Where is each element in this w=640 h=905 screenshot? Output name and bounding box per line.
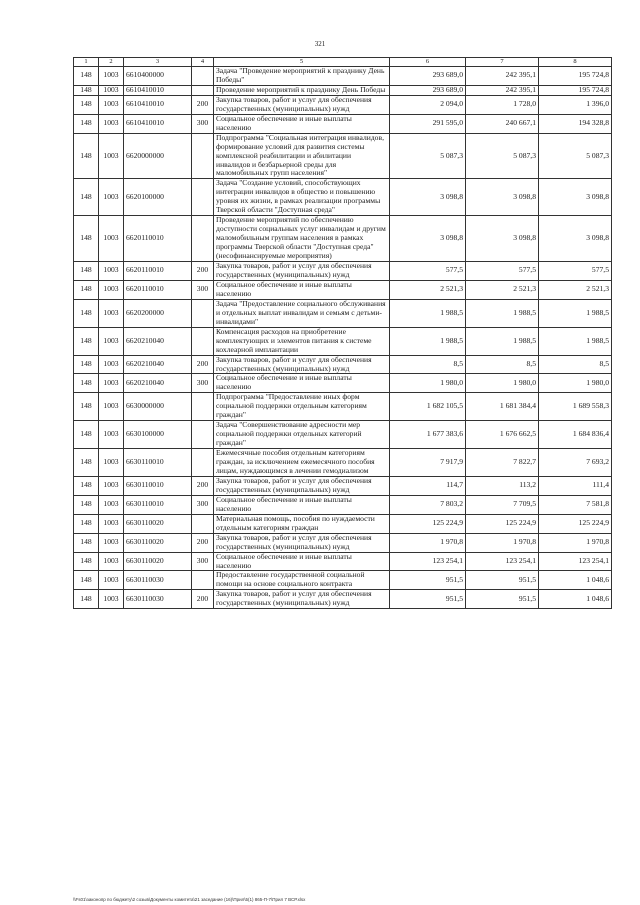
- cell-section: 1003: [99, 355, 124, 374]
- cell-section: 1003: [99, 495, 124, 514]
- cell-target-article: 6610410010: [124, 114, 192, 133]
- cell-target-article: 6620200000: [124, 299, 192, 327]
- cell-target-article: 6630100000: [124, 421, 192, 449]
- cell-ministry: 148: [74, 114, 99, 133]
- table-row: [74, 590, 612, 609]
- cell-amount-col6: 7 803,2: [390, 495, 466, 514]
- cell-target-article: 6620000000: [124, 133, 192, 179]
- cell-target-article: 6620210040: [124, 374, 192, 393]
- cell-ministry: 148: [74, 133, 99, 179]
- cell-amount-col8: 194 328,8: [539, 114, 612, 133]
- cell-expense-type: [192, 133, 214, 179]
- cell-target-article: 6620110010: [124, 262, 192, 281]
- cell-ministry: 148: [74, 179, 99, 216]
- table-row: [74, 67, 612, 86]
- table-header: [74, 58, 612, 67]
- page-number: 321: [314, 40, 326, 48]
- cell-expense-type: [192, 85, 214, 95]
- cell-amount-col7: 1 676 662,5: [466, 421, 539, 449]
- cell-amount-col6: 1 677 383,6: [390, 421, 466, 449]
- cell-amount-col8: 1 048,6: [539, 571, 612, 590]
- cell-description: Материальная помощь, пособия по нуждаемости отдельным категориям граждан: [214, 514, 390, 533]
- cell-amount-col6: 577,5: [390, 262, 466, 281]
- cell-amount-col7: 951,5: [466, 590, 539, 609]
- cell-section: 1003: [99, 514, 124, 533]
- table-row: [74, 95, 612, 114]
- table-row: [74, 179, 612, 216]
- cell-expense-type: 200: [192, 355, 214, 374]
- cell-target-article: 6620210040: [124, 327, 192, 355]
- table-row: [74, 571, 612, 590]
- cell-description: Социальное обеспечение и иные выплаты населению: [214, 114, 390, 133]
- cell-amount-col8: 123 254,1: [539, 552, 612, 571]
- cell-amount-col6: 951,5: [390, 590, 466, 609]
- cell-target-article: 6610410010: [124, 85, 192, 95]
- cell-ministry: 148: [74, 571, 99, 590]
- cell-description: Предоставление государственной социальной помощи на основе социального контракта: [214, 571, 390, 590]
- cell-description: Закупка товаров, работ и услуг для обеспечения государственных (муниципальных) нужд: [214, 476, 390, 495]
- cell-amount-col7: 951,5: [466, 571, 539, 590]
- cell-amount-col7: 113,2: [466, 476, 539, 495]
- cell-amount-col6: 293 689,0: [390, 67, 466, 86]
- cell-amount-col8: 8,5: [539, 355, 612, 374]
- header-cell-8: 8: [539, 58, 612, 67]
- cell-target-article: 6620110010: [124, 280, 192, 299]
- cell-target-article: 6630110030: [124, 590, 192, 609]
- cell-ministry: 148: [74, 262, 99, 281]
- cell-expense-type: 300: [192, 280, 214, 299]
- table-body: [74, 67, 612, 609]
- cell-amount-col7: 242 395,1: [466, 67, 539, 86]
- cell-ministry: 148: [74, 95, 99, 114]
- cell-description: Ежемесячные пособия отдельным категориям граждан, за исключением ежемесячного пособия лицам, нуждающимся в лечении гемодиализом: [214, 449, 390, 477]
- cell-amount-col7: 1 681 384,4: [466, 393, 539, 421]
- cell-amount-col8: 1 689 558,3: [539, 393, 612, 421]
- cell-description: Задача "Предоставление социального обслуживания и отдельных выплат инвалидам и семьям с детьми-инвалидами": [214, 299, 390, 327]
- cell-description: Подпрограмма "Социальная интеграция инвалидов, формирование условий для развития системы комплексной реабилитации и абилитации инвалидов и безбарьерной среды для маломобильных групп населения": [214, 133, 390, 179]
- table-row: [74, 552, 612, 571]
- cell-expense-type: 200: [192, 476, 214, 495]
- table-row: [74, 476, 612, 495]
- header-cell-7: 7: [466, 58, 539, 67]
- cell-description: Задача "Совершенствование адресности мер социальной поддержки отдельных категорий граждан": [214, 421, 390, 449]
- cell-amount-col8: 577,5: [539, 262, 612, 281]
- cell-amount-col8: 7 581,8: [539, 495, 612, 514]
- cell-amount-col8: 1 988,5: [539, 299, 612, 327]
- cell-target-article: 6630110020: [124, 552, 192, 571]
- header-cell-2: 2: [99, 58, 124, 67]
- cell-expense-type: [192, 449, 214, 477]
- cell-amount-col8: 1 988,5: [539, 327, 612, 355]
- cell-amount-col6: 123 254,1: [390, 552, 466, 571]
- cell-amount-col7: 7 822,7: [466, 449, 539, 477]
- cell-amount-col7: 1 728,0: [466, 95, 539, 114]
- cell-section: 1003: [99, 374, 124, 393]
- cell-amount-col6: 1 970,8: [390, 533, 466, 552]
- cell-target-article: 6620100000: [124, 179, 192, 216]
- cell-amount-col8: 5 087,3: [539, 133, 612, 179]
- cell-description: Задача "Создание условий, способствующих интеграции инвалидов в общество и повышению уровня их жизни, в рамках реализации программы Тверской области "Доступная среда": [214, 179, 390, 216]
- header-cell-4: 4: [192, 58, 214, 67]
- cell-target-article: 6630110020: [124, 533, 192, 552]
- cell-description: Проведение мероприятий по обеспечению доступности социальных услуг инвалидам и другим маломобильным группам населения в рамках программы Тверской области "Доступная среда" (несофинансируемые мероприятия): [214, 216, 390, 262]
- cell-description: Подпрограмма "Предоставление иных форм социальной поддержки отдельным категориям граждан": [214, 393, 390, 421]
- cell-section: 1003: [99, 299, 124, 327]
- cell-amount-col6: 114,7: [390, 476, 466, 495]
- cell-amount-col7: 3 098,8: [466, 216, 539, 262]
- cell-amount-col6: 1 988,5: [390, 299, 466, 327]
- budget-table: [73, 57, 612, 609]
- cell-amount-col6: 125 224,9: [390, 514, 466, 533]
- table-row: [74, 280, 612, 299]
- cell-ministry: 148: [74, 67, 99, 86]
- cell-target-article: 6620110010: [124, 216, 192, 262]
- cell-ministry: 148: [74, 393, 99, 421]
- cell-ministry: 148: [74, 514, 99, 533]
- cell-amount-col7: 1 970,8: [466, 533, 539, 552]
- table-row: [74, 262, 612, 281]
- cell-amount-col7: 5 087,3: [466, 133, 539, 179]
- cell-section: 1003: [99, 114, 124, 133]
- header-cell-6: 6: [390, 58, 466, 67]
- cell-amount-col6: 2 094,0: [390, 95, 466, 114]
- cell-amount-col8: 2 521,3: [539, 280, 612, 299]
- cell-expense-type: 200: [192, 262, 214, 281]
- cell-amount-col8: 125 224,9: [539, 514, 612, 533]
- cell-description: Социальное обеспечение и иные выплаты населению: [214, 552, 390, 571]
- cell-ministry: 148: [74, 216, 99, 262]
- cell-target-article: 6610400000: [124, 67, 192, 86]
- cell-amount-col7: 1 980,0: [466, 374, 539, 393]
- cell-amount-col8: 3 098,8: [539, 179, 612, 216]
- cell-ministry: 148: [74, 495, 99, 514]
- table-row: [74, 299, 612, 327]
- cell-ministry: 148: [74, 355, 99, 374]
- cell-ministry: 148: [74, 476, 99, 495]
- cell-amount-col7: 8,5: [466, 355, 539, 374]
- cell-target-article: 6630000000: [124, 393, 192, 421]
- table-row: [74, 374, 612, 393]
- cell-expense-type: [192, 571, 214, 590]
- cell-section: 1003: [99, 590, 124, 609]
- cell-description: Закупка товаров, работ и услуг для обеспечения государственных (муниципальных) нужд: [214, 95, 390, 114]
- cell-amount-col6: 1 980,0: [390, 374, 466, 393]
- cell-expense-type: 200: [192, 533, 214, 552]
- cell-section: 1003: [99, 85, 124, 95]
- cell-section: 1003: [99, 421, 124, 449]
- cell-amount-col7: 1 988,5: [466, 299, 539, 327]
- cell-section: 1003: [99, 95, 124, 114]
- header-cell-3: 3: [124, 58, 192, 67]
- cell-amount-col7: 577,5: [466, 262, 539, 281]
- table-row: [74, 133, 612, 179]
- cell-section: 1003: [99, 262, 124, 281]
- cell-amount-col8: 7 693,2: [539, 449, 612, 477]
- cell-amount-col6: 291 595,0: [390, 114, 466, 133]
- cell-section: 1003: [99, 327, 124, 355]
- cell-expense-type: 200: [192, 590, 214, 609]
- cell-amount-col8: 1 048,6: [539, 590, 612, 609]
- cell-amount-col7: 2 521,3: [466, 280, 539, 299]
- table-row: [74, 393, 612, 421]
- table-row: [74, 533, 612, 552]
- cell-amount-col7: 1 988,5: [466, 327, 539, 355]
- cell-amount-col8: 3 098,8: [539, 216, 612, 262]
- cell-section: 1003: [99, 393, 124, 421]
- cell-section: 1003: [99, 280, 124, 299]
- cell-description: Закупка товаров, работ и услуг для обеспечения государственных (муниципальных) нужд: [214, 355, 390, 374]
- header-row: [74, 58, 612, 67]
- cell-amount-col8: 195 724,8: [539, 67, 612, 86]
- cell-target-article: 6610410010: [124, 95, 192, 114]
- cell-section: 1003: [99, 533, 124, 552]
- header-cell-1: 1: [74, 58, 99, 67]
- cell-section: 1003: [99, 179, 124, 216]
- cell-amount-col6: 3 098,8: [390, 179, 466, 216]
- cell-expense-type: 300: [192, 114, 214, 133]
- file-path-footer: \\Fs01\законопр по бюджету\2 созыв\Документы комитета\21 заседание (16)\Прил\5(1) 865-П-7\Прил 7 ВСР.xlsx: [73, 897, 306, 902]
- cell-expense-type: [192, 216, 214, 262]
- cell-ministry: 148: [74, 552, 99, 571]
- cell-ministry: 148: [74, 449, 99, 477]
- cell-expense-type: 300: [192, 495, 214, 514]
- cell-expense-type: 300: [192, 552, 214, 571]
- cell-description: Социальное обеспечение и иные выплаты населению: [214, 374, 390, 393]
- cell-amount-col7: 242 395,1: [466, 85, 539, 95]
- table-row: [74, 355, 612, 374]
- cell-ministry: 148: [74, 533, 99, 552]
- cell-amount-col7: 125 224,9: [466, 514, 539, 533]
- table-row: [74, 449, 612, 477]
- cell-description: Закупка товаров, работ и услуг для обеспечения государственных (муниципальных) нужд: [214, 533, 390, 552]
- cell-section: 1003: [99, 571, 124, 590]
- cell-amount-col8: 195 724,8: [539, 85, 612, 95]
- cell-expense-type: [192, 421, 214, 449]
- cell-amount-col8: 1 396,0: [539, 95, 612, 114]
- cell-target-article: 6630110010: [124, 449, 192, 477]
- cell-target-article: 6630110010: [124, 495, 192, 514]
- cell-amount-col7: 7 709,5: [466, 495, 539, 514]
- cell-section: 1003: [99, 552, 124, 571]
- cell-description: Закупка товаров, работ и услуг для обеспечения государственных (муниципальных) нужд: [214, 590, 390, 609]
- cell-description: Проведение мероприятий к празднику День Победы: [214, 85, 390, 95]
- table-row: [74, 216, 612, 262]
- cell-amount-col8: 1 970,8: [539, 533, 612, 552]
- cell-ministry: 148: [74, 85, 99, 95]
- cell-section: 1003: [99, 476, 124, 495]
- cell-expense-type: 200: [192, 95, 214, 114]
- cell-target-article: 6630110030: [124, 571, 192, 590]
- cell-amount-col8: 111,4: [539, 476, 612, 495]
- cell-expense-type: [192, 393, 214, 421]
- cell-target-article: 6620210040: [124, 355, 192, 374]
- table-row: [74, 85, 612, 95]
- cell-amount-col6: 951,5: [390, 571, 466, 590]
- cell-description: Компенсация расходов на приобретение комплектующих и элементов питания к системе кохлеарной имплантации: [214, 327, 390, 355]
- table-row: [74, 114, 612, 133]
- cell-amount-col6: 1 682 105,5: [390, 393, 466, 421]
- cell-expense-type: [192, 179, 214, 216]
- cell-expense-type: [192, 327, 214, 355]
- cell-ministry: 148: [74, 421, 99, 449]
- cell-amount-col7: 123 254,1: [466, 552, 539, 571]
- cell-amount-col7: 3 098,8: [466, 179, 539, 216]
- cell-section: 1003: [99, 67, 124, 86]
- cell-amount-col6: 8,5: [390, 355, 466, 374]
- cell-ministry: 148: [74, 374, 99, 393]
- cell-amount-col8: 1 980,0: [539, 374, 612, 393]
- cell-description: Закупка товаров, работ и услуг для обеспечения государственных (муниципальных) нужд: [214, 262, 390, 281]
- cell-target-article: 6630110020: [124, 514, 192, 533]
- cell-amount-col8: 1 684 836,4: [539, 421, 612, 449]
- cell-expense-type: 300: [192, 374, 214, 393]
- cell-amount-col6: 2 521,3: [390, 280, 466, 299]
- cell-ministry: 148: [74, 280, 99, 299]
- cell-section: 1003: [99, 449, 124, 477]
- table-row: [74, 514, 612, 533]
- cell-target-article: 6630110010: [124, 476, 192, 495]
- header-cell-5: 5: [214, 58, 390, 67]
- cell-section: 1003: [99, 133, 124, 179]
- table-row: [74, 421, 612, 449]
- cell-amount-col6: 293 689,0: [390, 85, 466, 95]
- cell-ministry: 148: [74, 299, 99, 327]
- cell-amount-col6: 7 917,9: [390, 449, 466, 477]
- cell-amount-col6: 5 087,3: [390, 133, 466, 179]
- cell-description: Социальное обеспечение и иные выплаты населению: [214, 280, 390, 299]
- cell-section: 1003: [99, 216, 124, 262]
- cell-description: Социальное обеспечение и иные выплаты населению: [214, 495, 390, 514]
- cell-description: Задача "Проведение мероприятий к празднику День Победы": [214, 67, 390, 86]
- cell-ministry: 148: [74, 327, 99, 355]
- cell-expense-type: [192, 514, 214, 533]
- cell-amount-col7: 240 667,1: [466, 114, 539, 133]
- table-row: [74, 327, 612, 355]
- cell-amount-col6: 3 098,8: [390, 216, 466, 262]
- table-row: [74, 495, 612, 514]
- cell-amount-col6: 1 988,5: [390, 327, 466, 355]
- cell-ministry: 148: [74, 590, 99, 609]
- cell-expense-type: [192, 67, 214, 86]
- cell-expense-type: [192, 299, 214, 327]
